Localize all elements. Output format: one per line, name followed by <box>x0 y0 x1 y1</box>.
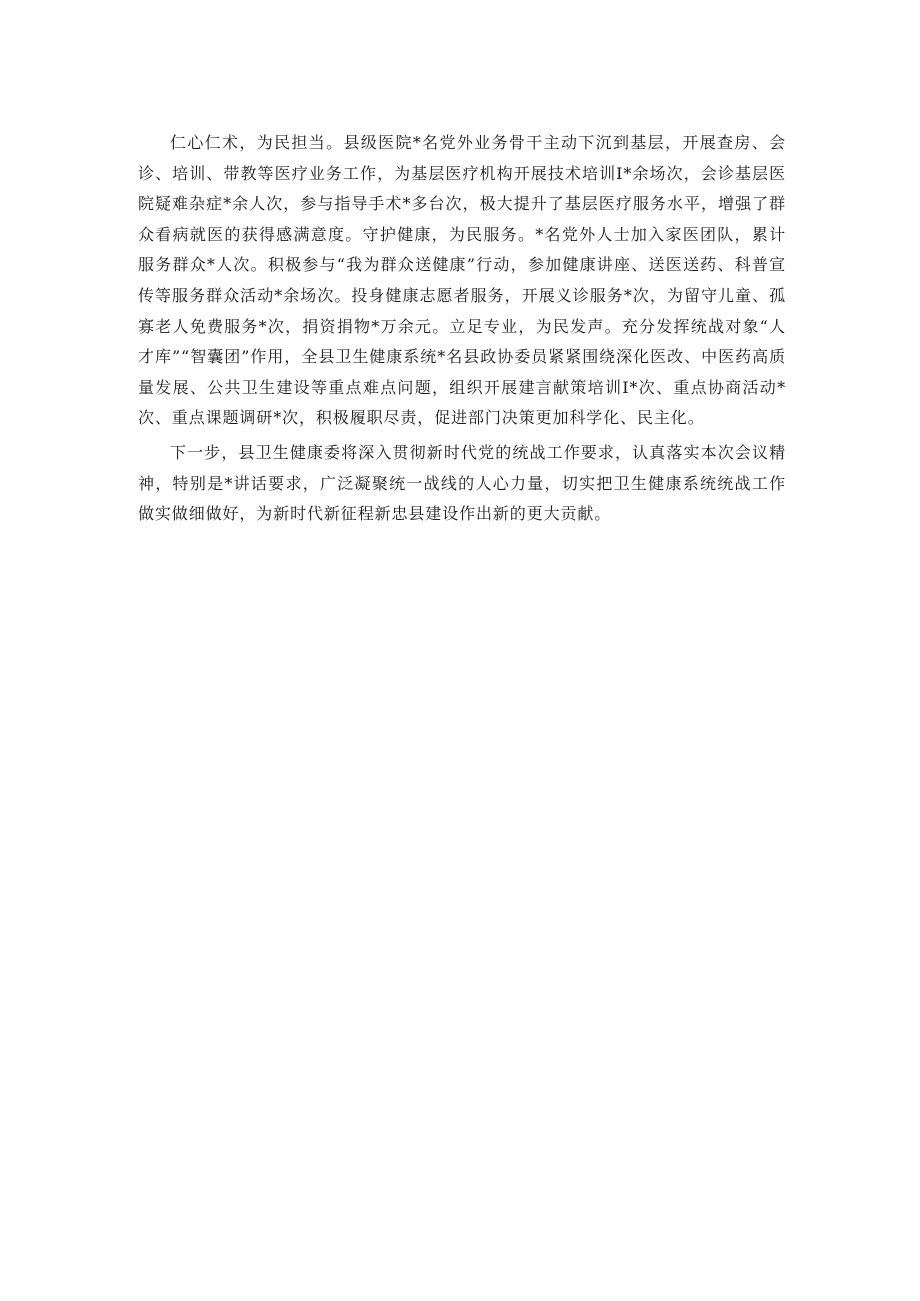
paragraph-work-summary: 仁心仁术，为民担当。县级医院*名党外业务骨干主动下沉到基层，开展查房、会诊、培训、带教等医疗业务工作，为基层医疗机构开展技术培训I*余场次，会诊基层医院疑难杂症*余人次，参与指导手术*多台次，极大提升了基层医疗服务水平，增强了群众看病就医的获得感满意度。守护健康，为民服务。*名党外人士加入家医团队，累计服务群众*人次。积极参与“我为群众送健康”行动，参加健康讲座、送医送药、科普宣传等服务群众活动*余场次。投身健康志愿者服务，开展义诊服务*次，为留守儿童、孤寡老人免费服务*次，捐资捐物*万余元。立足专业，为民发声。充分发挥统战对象“人才库”“智囊团”作用，全县卫生健康系统*名县政协委员紧紧围绕深化医改、中医药高质量发展、公共卫生建设等重点难点问题，组织开展建言献策培训I*次、重点协商活动*次、重点课题调研*次，积极履职尽责，促进部门决策更加科学化、民主化。 <box>138 133 786 428</box>
document-body <box>138 128 786 530</box>
paragraph-next-steps: 下一步，县卫生健康委将深入贯彻新时代党的统战工作要求，认真落实本次会议精神，特别是*讲话要求，广泛凝聚统一战线的人心力量，切实把卫生健康系统统战工作做实做细做好，为新时代新征程新忠县建设作出新的更大贡献。 <box>138 442 786 524</box>
